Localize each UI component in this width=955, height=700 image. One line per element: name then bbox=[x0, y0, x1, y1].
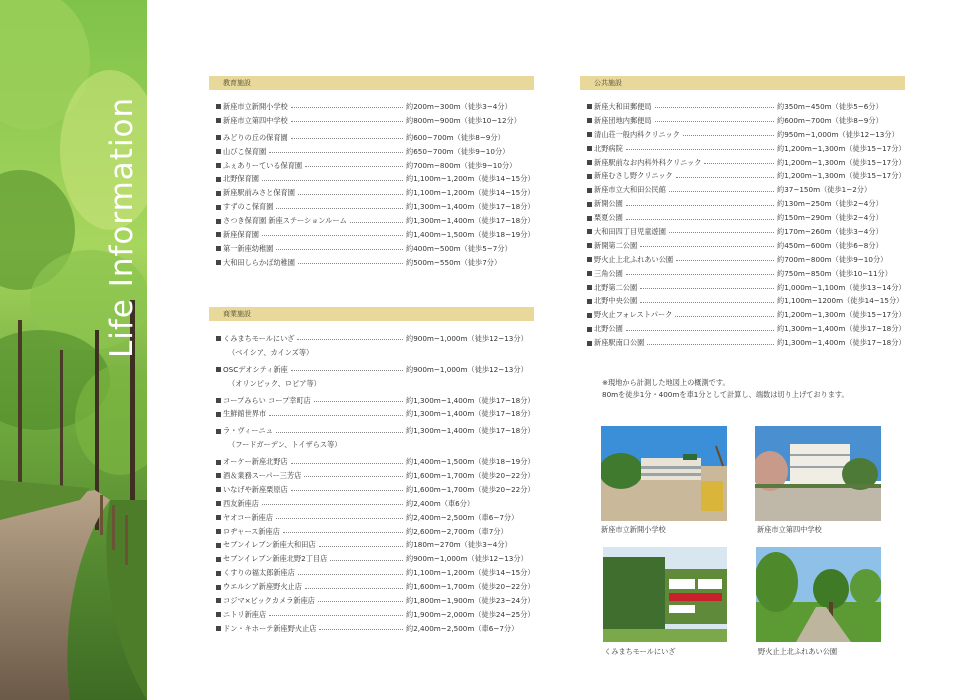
facility-row bbox=[216, 622, 534, 636]
leader-line bbox=[676, 260, 774, 261]
facility-row bbox=[216, 424, 534, 438]
facility-name: 新座駅前なお内科外科クリニック bbox=[594, 157, 702, 167]
facility-name: 大和田四丁目児童遊園 bbox=[594, 227, 666, 237]
education-list bbox=[216, 100, 534, 270]
facility-row bbox=[216, 594, 534, 608]
bullet-square-icon bbox=[587, 132, 592, 137]
facility-row bbox=[587, 211, 905, 225]
shopping-mall-photo bbox=[603, 547, 727, 642]
facility-row bbox=[216, 483, 534, 497]
facility-distance: 約1,100m~1200m（徒歩14~15分） bbox=[777, 296, 904, 306]
facility-name: 西友新座店 bbox=[223, 498, 259, 508]
facility-distance: 約1,400m~1,500m（徒歩18~19分） bbox=[406, 230, 535, 240]
facility-name: 酒＆業務スーパー三芳店 bbox=[223, 471, 302, 481]
facility-row bbox=[216, 511, 534, 525]
leader-line bbox=[675, 316, 774, 317]
facility-name: いなげや新座栗原店 bbox=[223, 484, 288, 494]
facility-distance: 約200m~300m（徒歩3~4分） bbox=[406, 102, 512, 111]
facility-distance: 約600m~700m（徒歩8~9分） bbox=[777, 115, 883, 125]
public-header: 公共施設 bbox=[580, 76, 905, 90]
bullet-square-icon bbox=[587, 202, 592, 207]
facility-distance: 約400m~500m（徒歩5~7分） bbox=[406, 243, 512, 253]
facility-row bbox=[216, 580, 534, 594]
facility-name: 北野公園 bbox=[594, 324, 623, 334]
facility-distance: 約1,300m~1,400m（徒歩17~18分） bbox=[406, 409, 535, 419]
facility-row bbox=[216, 214, 534, 228]
facility-name: 大和田しらかば幼稚園 bbox=[223, 257, 295, 267]
facility-name: 新座駅南口公園 bbox=[594, 338, 645, 348]
facility-distance: 約450m~600m（徒歩6~8分） bbox=[777, 240, 883, 250]
leader-line bbox=[626, 219, 774, 220]
elementary-school-photo bbox=[601, 426, 727, 521]
facility-row bbox=[216, 497, 534, 511]
facility-name: 清山荘一般内科クリニック bbox=[594, 129, 680, 139]
facility-name: 栗夏公園 bbox=[594, 213, 623, 223]
leader-line bbox=[276, 208, 403, 209]
facility-subnote: （フードガーデン、トイザらス等） bbox=[228, 440, 342, 450]
photo-caption-3: くみまちモールにいざ bbox=[604, 647, 676, 656]
leader-line bbox=[350, 222, 403, 223]
facility-distance: 約500m~550m（徒歩7分） bbox=[406, 257, 502, 267]
leader-line bbox=[655, 107, 774, 108]
leader-line bbox=[291, 370, 403, 371]
facility-row bbox=[587, 308, 905, 322]
bullet-square-icon bbox=[216, 219, 221, 224]
facility-distance: 約1,300m~1,400m（徒歩17~18分） bbox=[406, 216, 535, 226]
facility-distance: 約750m~850m（徒歩10~11分） bbox=[777, 268, 892, 278]
bullet-square-icon bbox=[216, 163, 221, 168]
leader-line bbox=[318, 601, 403, 602]
bullet-square-icon bbox=[216, 473, 221, 478]
facility-name: 野火止上北ふれあい公園 bbox=[594, 254, 674, 264]
bullet-square-icon bbox=[587, 104, 592, 109]
bullet-square-icon bbox=[216, 501, 221, 506]
leader-line bbox=[269, 415, 403, 416]
facility-distance: 約1,600m~1,700m（徒歩20~22分） bbox=[406, 582, 535, 592]
facility-distance: 約1,800m~1,900m（徒歩23~24分） bbox=[406, 596, 535, 606]
facility-row bbox=[587, 239, 905, 253]
bullet-square-icon bbox=[587, 271, 592, 276]
photo-caption-1: 新座市立新開小学校 bbox=[601, 525, 666, 534]
facility-distance: 約1,200m~1,300m（徒歩15~17分） bbox=[777, 157, 906, 167]
facility-distance: 約1,300m~1,400m（徒歩17~18分） bbox=[777, 324, 906, 334]
leader-line bbox=[298, 574, 403, 575]
facility-distance: 約150m~290m（徒歩2~4分） bbox=[777, 213, 883, 223]
leader-line bbox=[276, 518, 403, 519]
facility-row bbox=[216, 145, 534, 159]
facility-distance: 約1,100m~1,200m（徒歩14~15分） bbox=[406, 174, 535, 184]
facility-distance: 約350m~450m（徒歩5~6分） bbox=[777, 102, 883, 111]
leader-line bbox=[269, 615, 403, 616]
facility-row bbox=[587, 281, 905, 295]
leader-line bbox=[276, 249, 403, 250]
facility-distance: 約2,400m（車6分） bbox=[406, 498, 475, 508]
facility-name: 三角公園 bbox=[594, 268, 623, 278]
bullet-square-icon bbox=[587, 341, 592, 346]
facility-distance: 約2,400m~2,500m（車6~7分） bbox=[406, 623, 519, 633]
facility-subnote: （オリンピック、ロピア等） bbox=[228, 378, 321, 388]
leader-line bbox=[626, 205, 774, 206]
bullet-square-icon bbox=[216, 598, 221, 603]
bullet-square-icon bbox=[587, 188, 592, 193]
facility-name: ふぇありーている保育園 bbox=[223, 160, 303, 170]
bullet-square-icon bbox=[587, 299, 592, 304]
bullet-square-icon bbox=[216, 487, 221, 492]
facility-name: ドン・キホーテ新座野火止店 bbox=[223, 623, 317, 633]
public-list bbox=[587, 100, 905, 350]
bullet-square-icon bbox=[587, 118, 592, 123]
education-header: 教育施設 bbox=[209, 76, 534, 90]
leader-line bbox=[291, 463, 403, 464]
leader-line bbox=[283, 532, 403, 533]
leader-line bbox=[298, 194, 403, 195]
facility-subnote: （ベイシア、カインズ等） bbox=[228, 347, 314, 357]
facility-row bbox=[587, 267, 905, 281]
facility-distance: 約650~700m（徒歩9~10分） bbox=[406, 146, 510, 156]
bullet-square-icon bbox=[587, 160, 592, 165]
leader-line bbox=[297, 339, 403, 340]
bullet-square-icon bbox=[216, 246, 221, 251]
facility-row bbox=[216, 394, 534, 408]
bullet-square-icon bbox=[587, 243, 592, 248]
facility-row bbox=[216, 566, 534, 580]
bullet-square-icon bbox=[216, 135, 221, 140]
facility-row bbox=[587, 142, 905, 156]
leader-line bbox=[305, 166, 403, 167]
leader-line bbox=[626, 274, 774, 275]
leader-line bbox=[314, 401, 403, 402]
facility-distance: 約1,200m~1,300m（徒歩15~17分） bbox=[777, 143, 906, 153]
facility-name: 山びこ保育園 bbox=[223, 146, 267, 156]
facility-row bbox=[216, 608, 534, 622]
bullet-square-icon bbox=[216, 205, 221, 210]
facility-distance: 約1,100m~1,200m（徒歩14~15分） bbox=[406, 568, 535, 578]
facility-distance: 約900m~1,000m（徒歩12~13分） bbox=[406, 334, 528, 343]
facility-row bbox=[587, 197, 905, 211]
leader-line bbox=[305, 588, 403, 589]
bullet-square-icon bbox=[216, 429, 221, 434]
facility-row bbox=[587, 294, 905, 308]
leader-line bbox=[626, 149, 774, 150]
bullet-square-icon bbox=[216, 543, 221, 548]
bullet-square-icon bbox=[587, 229, 592, 234]
bullet-square-icon bbox=[216, 460, 221, 465]
facility-row bbox=[587, 336, 905, 350]
facility-row bbox=[216, 552, 534, 566]
leader-line bbox=[262, 504, 403, 505]
bullet-square-icon bbox=[587, 146, 592, 151]
facility-row bbox=[216, 332, 534, 346]
bullet-square-icon bbox=[216, 585, 221, 590]
facility-name: ニトリ新座店 bbox=[223, 609, 267, 619]
facility-distance: 約1,900m~2,000m（徒歩24~25分） bbox=[406, 609, 535, 619]
facility-row bbox=[587, 156, 905, 170]
leader-line bbox=[669, 191, 774, 192]
bullet-square-icon bbox=[216, 336, 221, 341]
leader-line bbox=[676, 177, 774, 178]
page-title: Life Information bbox=[104, 96, 140, 358]
leader-line bbox=[291, 107, 403, 108]
facility-row bbox=[216, 407, 534, 421]
bullet-square-icon bbox=[216, 260, 221, 265]
leader-line bbox=[647, 344, 774, 345]
facility-row bbox=[216, 131, 534, 145]
facility-row bbox=[587, 128, 905, 142]
facility-name: 野火止フォレストパーク bbox=[594, 310, 673, 320]
park-photo bbox=[756, 547, 881, 642]
facility-distance: 約1,100m~1,200m（徒歩14~15分） bbox=[406, 188, 535, 198]
bullet-square-icon bbox=[216, 571, 221, 576]
facility-distance: 約1,000m~1,100m（徒歩13~14分） bbox=[777, 282, 906, 292]
leader-line bbox=[655, 121, 774, 122]
bullet-square-icon bbox=[216, 412, 221, 417]
facility-name: 新座保育園 bbox=[223, 230, 259, 240]
facility-distance: 約1,300m~1,400m（徒歩17~18分） bbox=[406, 202, 535, 212]
photo-caption-4: 野火止上北ふれあい公園 bbox=[758, 647, 838, 656]
facility-row bbox=[216, 538, 534, 552]
facility-distance: 約1,300m~1,400m（徒歩17~18分） bbox=[406, 395, 535, 405]
facility-distance: 約1,300m~1,400m（徒歩17~18分） bbox=[777, 338, 906, 348]
facility-row bbox=[216, 159, 534, 173]
leader-line bbox=[669, 232, 774, 233]
bullet-square-icon bbox=[587, 216, 592, 221]
facility-distance: 約800m~900m（徒歩10~12分） bbox=[406, 115, 521, 125]
leader-line bbox=[291, 490, 403, 491]
facility-name: 北野病院 bbox=[594, 143, 623, 153]
leader-line bbox=[683, 135, 774, 136]
bullet-square-icon bbox=[216, 191, 221, 196]
leader-line bbox=[291, 121, 403, 122]
facility-name: コジマ×ビックカメラ新座店 bbox=[223, 596, 315, 606]
junior-high-school-photo bbox=[755, 426, 881, 521]
leader-line bbox=[330, 560, 403, 561]
facility-distance: 約1,600m~1,700m（徒歩20~22分） bbox=[406, 484, 535, 494]
facility-name: くみまちモールにいざ bbox=[223, 334, 295, 343]
leader-line bbox=[298, 263, 403, 264]
bullet-square-icon bbox=[216, 118, 221, 123]
facility-distance: 約1,300m~1,400m（徒歩17~18分） bbox=[406, 426, 535, 436]
photo-caption-2: 新座市立第四中学校 bbox=[757, 525, 822, 534]
facility-row bbox=[216, 228, 534, 242]
bullet-square-icon bbox=[216, 149, 221, 154]
facility-distance: 約170m~260m（徒歩3~4分） bbox=[777, 227, 883, 237]
leader-line bbox=[704, 163, 774, 164]
bullet-square-icon bbox=[587, 313, 592, 318]
facility-row bbox=[587, 253, 905, 267]
facility-name: OSCデオシティ新座 bbox=[223, 364, 288, 374]
leader-line bbox=[640, 288, 774, 289]
facility-row bbox=[216, 363, 534, 377]
bullet-square-icon bbox=[216, 626, 221, 631]
leader-line bbox=[262, 180, 403, 181]
facility-distance: 約900m~1,000m（徒歩12~13分） bbox=[406, 364, 528, 374]
bullet-square-icon bbox=[216, 398, 221, 403]
facility-name: オーケー新座北野店 bbox=[223, 457, 288, 467]
leader-line bbox=[262, 235, 403, 236]
facility-distance: 約37~150m（徒歩1~2分） bbox=[777, 185, 872, 195]
leader-line bbox=[319, 546, 403, 547]
facility-distance: 約1,600m~1,700m（徒歩20~22分） bbox=[406, 471, 535, 481]
facility-distance: 約950m~1,000m（徒歩12~13分） bbox=[777, 129, 899, 139]
facility-distance: 約600~700m（徒歩8~9分） bbox=[406, 132, 505, 142]
facility-name: 北野保育園 bbox=[223, 174, 259, 184]
facility-name: 新開公園 bbox=[594, 199, 623, 209]
commercial-list bbox=[216, 332, 534, 636]
facility-name: コープみらい コープ幸町店 bbox=[223, 395, 311, 405]
vertical-title bbox=[100, 18, 150, 358]
leader-line bbox=[291, 138, 403, 139]
facility-distance: 約130m~250m（徒歩2~4分） bbox=[777, 199, 883, 209]
facility-name: 新座むさし野クリニック bbox=[594, 171, 673, 181]
facility-row bbox=[216, 256, 534, 270]
facility-name: 新座市立第四中学校 bbox=[223, 115, 288, 125]
facility-name: すずのこ保育園 bbox=[223, 202, 274, 212]
bullet-square-icon bbox=[216, 557, 221, 562]
distance-note: ※現地から計測した地図上の概測です。 80mを徒歩1分・400mを車1分として計算し、端数は切り上げております。 bbox=[602, 378, 849, 399]
facility-row bbox=[587, 169, 905, 183]
facility-name: くすりの福太郎新座店 bbox=[223, 568, 295, 578]
facility-distance: 約2,400m~2,500m（車6~7分） bbox=[406, 512, 519, 522]
facility-row bbox=[216, 242, 534, 256]
bullet-square-icon bbox=[216, 515, 221, 520]
bullet-square-icon bbox=[216, 367, 221, 372]
facility-name: ラ・ヴィーニュ bbox=[223, 426, 273, 436]
facility-row bbox=[587, 183, 905, 197]
bullet-square-icon bbox=[216, 104, 221, 109]
facility-name: セブンイレブン新座大和田店 bbox=[223, 540, 316, 550]
leader-line bbox=[640, 246, 774, 247]
leader-line bbox=[640, 302, 774, 303]
facility-distance: 約180m~270m（徒歩3~4分） bbox=[406, 540, 512, 550]
facility-row bbox=[216, 172, 534, 186]
facility-distance: 約1,200m~1,300m（徒歩15~17分） bbox=[777, 171, 906, 181]
facility-name: 新座市立大和田公民館 bbox=[594, 185, 666, 195]
leader-line bbox=[269, 152, 403, 153]
facility-row bbox=[216, 100, 534, 114]
leader-line bbox=[276, 432, 403, 433]
facility-distance: 約2,600m~2,700m（車7分） bbox=[406, 526, 508, 536]
facility-name: ウエルシア新座野火止店 bbox=[223, 582, 302, 592]
facility-row bbox=[216, 455, 534, 469]
facility-row bbox=[587, 114, 905, 128]
bullet-square-icon bbox=[216, 612, 221, 617]
facility-name: 生鮮館世界市 bbox=[223, 409, 267, 419]
facility-distance: 約1,400m~1,500m（徒歩18~19分） bbox=[406, 457, 535, 467]
facility-name: みどりの丘の保育園 bbox=[223, 132, 288, 142]
facility-name: セブンイレブン新座北野2丁目店 bbox=[223, 554, 328, 564]
facility-row bbox=[587, 100, 905, 114]
facility-row bbox=[216, 525, 534, 539]
facility-name: 新座駅前みさと保育園 bbox=[223, 188, 295, 198]
facility-row bbox=[216, 186, 534, 200]
facility-name: 新座団地内郵便局 bbox=[594, 115, 652, 125]
facility-row bbox=[216, 114, 534, 128]
bullet-square-icon bbox=[216, 529, 221, 534]
leader-line bbox=[626, 330, 774, 331]
facility-row bbox=[587, 322, 905, 336]
facility-distance: 約900m~1,000m（徒歩12~13分） bbox=[406, 554, 528, 564]
facility-distance: 約700m~800m（徒歩9~10分） bbox=[406, 160, 517, 170]
commercial-header: 商業施設 bbox=[209, 307, 534, 321]
facility-row bbox=[216, 200, 534, 214]
facility-name: ヤオコー新座店 bbox=[223, 512, 274, 522]
facility-name: 新開第二公園 bbox=[594, 240, 638, 250]
bullet-square-icon bbox=[587, 257, 592, 262]
facility-row bbox=[216, 469, 534, 483]
facility-name: 第一新座幼稚園 bbox=[223, 243, 274, 253]
facility-row bbox=[587, 225, 905, 239]
facility-name: 北野中央公園 bbox=[594, 296, 638, 306]
leader-line bbox=[319, 629, 403, 630]
facility-distance: 約1,200m~1,300m（徒歩15~17分） bbox=[777, 310, 906, 320]
bullet-square-icon bbox=[216, 177, 221, 182]
bullet-square-icon bbox=[216, 232, 221, 237]
bullet-square-icon bbox=[587, 285, 592, 290]
facility-name: 新座市立新開小学校 bbox=[223, 102, 288, 111]
facility-name: 新座大和田郵便局 bbox=[594, 102, 652, 111]
facility-name: さつき保育園 新座ステーションルーム bbox=[223, 216, 347, 226]
bullet-square-icon bbox=[587, 327, 592, 332]
facility-distance: 約700m~800m（徒歩9~10分） bbox=[777, 254, 888, 264]
facility-name: 北野第二公園 bbox=[594, 282, 638, 292]
bullet-square-icon bbox=[587, 174, 592, 179]
facility-name: ロヂャース新座店 bbox=[223, 526, 280, 536]
leader-line bbox=[304, 476, 403, 477]
